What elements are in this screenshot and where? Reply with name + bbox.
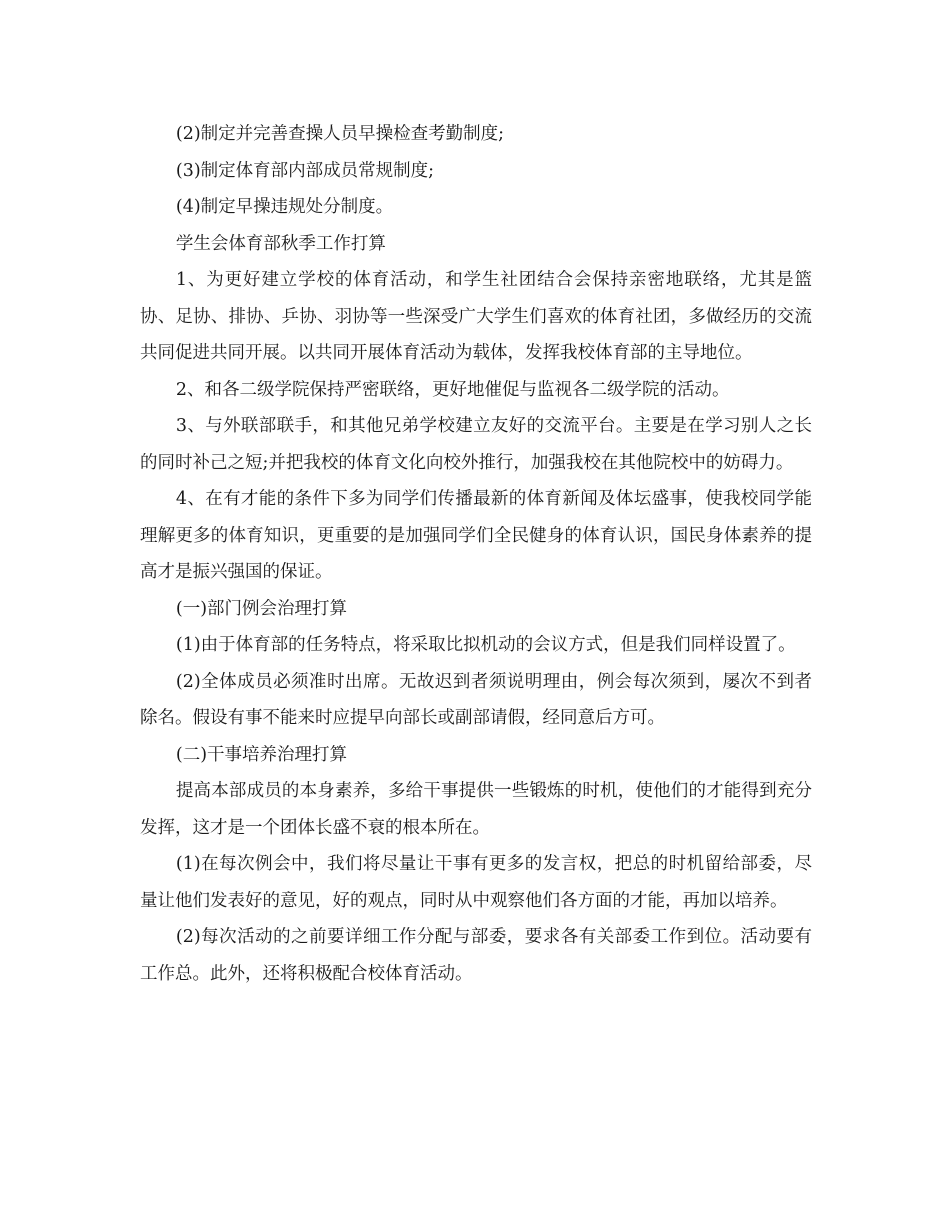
section-heading-autumn-plan: 学生会体育部秋季工作打算 (175, 233, 386, 254)
paragraph-meeting-1: (1)由于体育部的任务特点，将采取比拟机动的会议方式，但是我们同样设置了。 (175, 635, 796, 655)
paragraph-meeting-2: (2)全体成员必须准时出席。无故迟到者须说明理由，例会每次须到，屡次不到者除名。假设有事不能来时应提早向部长或副部请假，经同意后方可。 (140, 671, 812, 728)
paragraph-point-1: 1、为更好建立学校的体育活动，和学生社团结合会保持亲密地联络，尤其是篮协、足协、排协、乒协、羽协等一些深受广大学生们喜欢的体育社团，多做经历的交流共同促进共同开展。以共同开展体育活动为载体，发挥我校体育部的主导地位。 (140, 270, 812, 363)
paragraph-item-4: (4)制定早操违规处分制度。 (175, 197, 394, 217)
paragraph-training-intro: 提高本部成员的本身素养，多给干事提供一些锻炼的时机，使他们的才能得到充分发挥，这才是一个团体长盛不衰的根本所在。 (140, 781, 812, 838)
paragraph-training-1: (1)在每次例会中，我们将尽量让干事有更多的发言权，把总的时机留给部委，尽量让他们发表好的意见，好的观点，同时从中观察他们各方面的才能，再加以培养。 (140, 854, 812, 911)
subheading-meeting-plan: (一)部门例会治理打算 (175, 598, 348, 619)
paragraph-training-2: (2)每次活动的之前要详细工作分配与部委，要求各有关部委工作到位。活动要有工作总。此外，还将积极配合校体育活动。 (140, 927, 812, 984)
paragraph-point-2: 2、和各二级学院保持严密联络，更好地催促与监视各二级学院的活动。 (175, 379, 730, 400)
paragraph-point-3: 3、与外联部联手，和其他兄弟学校建立友好的交流平台。主要是在学习别人之长的同时补己之短;并把我校的体育文化向校外推行，加强我校在其他院校中的妨碍力。 (140, 416, 812, 473)
paragraph-point-4: 4、在有才能的条件下多为同学们传播最新的体育新闻及体坛盛事，使我校同学能理解更多的体育知识，更重要的是加强同学们全民健身的体育认识，国民身体素养的提高才是振兴强国的保证。 (140, 489, 812, 582)
document-body (140, 116, 812, 992)
subheading-staff-training: (二)干事培养治理打算 (175, 744, 348, 765)
paragraph-item-3: (3)制定体育部内部成员常规制度; (175, 160, 435, 181)
paragraph-item-2: (2)制定并完善查操人员早操检查考勤制度; (175, 124, 505, 144)
